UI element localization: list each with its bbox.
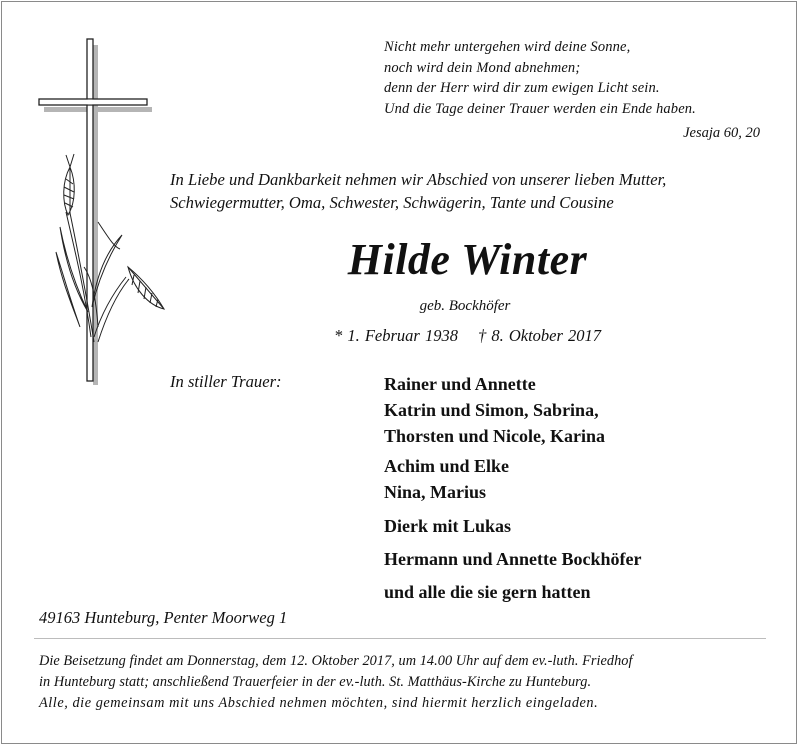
verse-line: noch wird dein Mond abnehmen; — [384, 59, 581, 76]
mourner-line: Katrin und Simon, Sabrina, — [384, 400, 599, 420]
mourner-line: Hermann und Annette Bockhöfer — [384, 549, 642, 569]
verse-line: Und die Tage deiner Trauer werden ein Ende haben. — [384, 100, 696, 117]
mourner-line: Rainer und Annette — [384, 374, 536, 394]
mourner-line: Nina, Marius — [384, 482, 487, 502]
mourner-line: Dierk mit Lukas — [384, 516, 512, 536]
birth-date: * 1. Februar 1938 — [333, 326, 458, 345]
deceased-name: Hilde Winter — [347, 235, 588, 284]
mourner-group — [384, 371, 605, 449]
mourner-line: und alle die sie gern hatten — [384, 582, 591, 602]
maiden-name: geb. Bockhöfer — [419, 298, 511, 314]
notice-line: in Hunteburg statt; anschließend Trauerfeier in der ev.-luth. St. Matthäus-Kirche zu Hunteburg. — [39, 673, 592, 690]
life-dates — [0, 326, 800, 346]
address: 49163 Hunteburg, Penter Moorweg 1 — [39, 608, 288, 627]
mourning-label: In stiller Trauer: — [170, 372, 282, 391]
mourner-group — [384, 453, 509, 505]
intro-text — [170, 168, 666, 214]
bible-verse — [384, 37, 696, 119]
mourner-line: Achim und Elke — [384, 456, 510, 476]
invitation-text: Alle, die gemeinsam mit uns Abschied nehmen möchten, sind hiermit herzlich eingeladen. — [39, 695, 599, 711]
death-date: † 8. Oktober 2017 — [477, 326, 602, 345]
verse-source: Jesaja 60, 20 — [683, 125, 760, 141]
divider — [34, 638, 766, 639]
funeral-notice — [39, 651, 633, 692]
notice-line: Die Beisetzung findet am Donnerstag, dem 12. Oktober 2017, um 14.00 Uhr auf dem ev.-luth. Friedhof — [39, 653, 633, 669]
verse-line: denn der Herr wird dir zum ewigen Licht sein. — [384, 80, 660, 96]
mourner-line: Thorsten und Nicole, Karina — [384, 426, 606, 446]
intro-line: Schwiegermutter, Oma, Schwester, Schwägerin, Tante und Cousine — [170, 193, 614, 212]
intro-line: In Liebe und Dankbarkeit nehmen wir Abschied von unserer lieben Mutter, — [170, 170, 667, 189]
verse-line: Nicht mehr untergehen wird deine Sonne, — [384, 39, 631, 55]
